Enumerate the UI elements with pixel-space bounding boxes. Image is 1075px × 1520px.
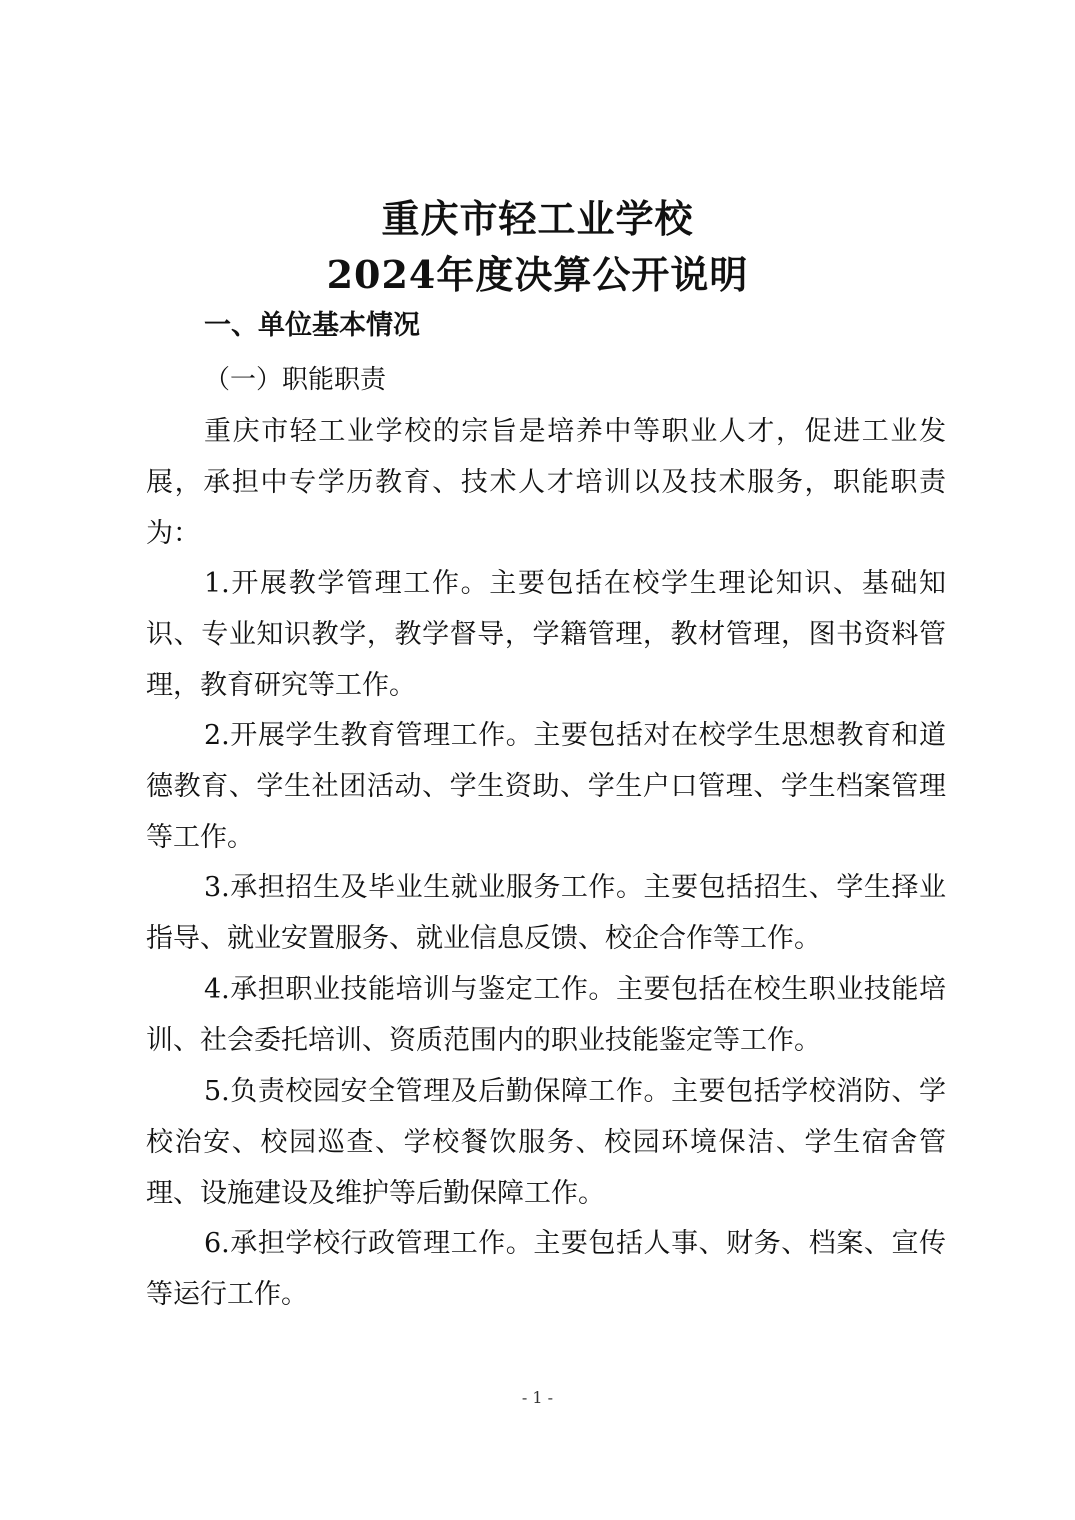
- duty-item-1: 1.开展教学管理工作。主要包括在校学生理论知识、基础知识、专业知识教学，教学督导，学籍管理，教材管理，图书资料管理，教育研究等工作。: [146, 568, 946, 701]
- duty-item-2: 2.开展学生教育管理工作。主要包括对在校学生思想教育和道德教育、学生社团活动、学生资助、学生户口管理、学生档案管理等工作。: [146, 720, 946, 853]
- duty-item-3: 3.承担招生及毕业生就业服务工作。主要包括招生、学生择业指导、就业安置服务、就业信息反馈、校企合作等工作。: [146, 872, 946, 954]
- document-title-line1: 重庆市轻工业学校: [381, 196, 694, 241]
- subsection-heading: （一）职能职责: [204, 365, 387, 395]
- document-title-line2: 2024年度决算公开说明: [326, 252, 749, 297]
- duty-item-5: 5.负责校园安全管理及后勤保障工作。主要包括学校消防、学校治安、校园巡查、学校餐饮服务、校园环境保洁、学生宿舍管理、设施建设及维护等后勤保障工作。: [146, 1076, 946, 1209]
- page-number: - 1 -: [521, 1388, 554, 1407]
- duty-item-4: 4.承担职业技能培训与鉴定工作。主要包括在校生职业技能培训、社会委托培训、资质范围内的职业技能鉴定等工作。: [146, 974, 946, 1056]
- intro-paragraph: 重庆市轻工业学校的宗旨是培养中等职业人才，促进工业发展，承担中专学历教育、技术人才培训以及技术服务，职能职责为：: [146, 416, 946, 549]
- section-heading: 一、单位基本情况: [204, 310, 420, 341]
- duty-item-6: 6.承担学校行政管理工作。主要包括人事、财务、档案、宣传等运行工作。: [146, 1228, 946, 1310]
